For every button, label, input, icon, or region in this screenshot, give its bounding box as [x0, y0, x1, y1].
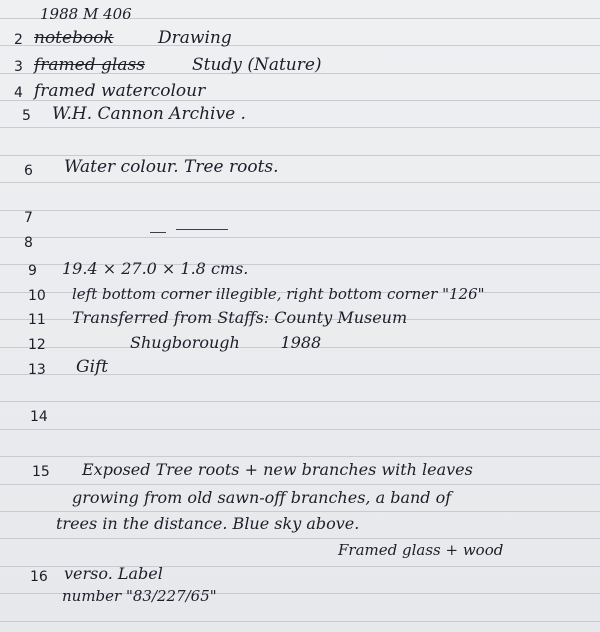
verso-line: verso. Label — [64, 564, 163, 583]
verso-line: number "83/227/65" — [62, 587, 217, 605]
entry-number: 7 — [24, 210, 33, 226]
ruled-line — [0, 484, 600, 485]
ruled-line — [0, 429, 600, 430]
entry-text: left bottom corner illegible, right bottom corner "126" — [72, 285, 485, 303]
struck-text: notebook — [34, 28, 114, 48]
dash-mark — [150, 232, 166, 233]
entry-text: 19.4 × 27.0 × 1.8 cms. — [62, 259, 249, 278]
dash-mark — [176, 229, 228, 230]
description-line: growing from old sawn-off branches, a band of — [72, 488, 452, 507]
entry-text: W.H. Cannon Archive . — [52, 104, 246, 124]
entry-text: Drawing — [158, 28, 232, 48]
entry-number: 10 — [28, 288, 46, 304]
ruled-line — [0, 237, 600, 238]
entry-number: 12 — [28, 337, 46, 353]
entry-number: 15 — [32, 464, 50, 480]
description-line: Exposed Tree roots + new branches with leaves — [82, 460, 473, 479]
ruled-line — [0, 456, 600, 457]
description-line: trees in the distance. Blue sky above. — [56, 514, 360, 533]
entry-number: 13 — [28, 362, 46, 378]
entry-number: 14 — [30, 409, 48, 425]
entry-number: 16 — [30, 569, 48, 585]
entry-number: 2 — [14, 32, 23, 48]
accession-number: 1988 M 406 — [40, 5, 132, 23]
entry-text: Shugborough 1988 — [130, 333, 322, 352]
entry-text: Transferred from Staffs: County Museum — [72, 308, 408, 327]
ruled-line — [0, 155, 600, 156]
ruled-line — [0, 210, 600, 211]
ruled-line — [0, 182, 600, 183]
ruled-line — [0, 511, 600, 512]
ruled-line — [0, 538, 600, 539]
entry-number: 6 — [24, 163, 33, 179]
entry-text: Gift — [76, 357, 109, 377]
entry-text: Study (Nature) — [192, 55, 322, 75]
frame-note: Framed glass + wood — [338, 541, 504, 559]
ruled-line — [0, 401, 600, 402]
entry-text: framed watercolour — [34, 81, 206, 101]
entry-number: 9 — [28, 263, 37, 279]
entry-number: 11 — [28, 312, 46, 328]
entry-number: 8 — [24, 235, 33, 251]
ruled-line — [0, 621, 600, 622]
ruled-line — [0, 127, 600, 128]
entry-number: 4 — [14, 85, 23, 101]
entry-text: Water colour. Tree roots. — [64, 157, 279, 177]
entry-number: 3 — [14, 59, 23, 75]
entry-number: 5 — [22, 108, 31, 124]
struck-text: framed glass — [34, 55, 145, 75]
